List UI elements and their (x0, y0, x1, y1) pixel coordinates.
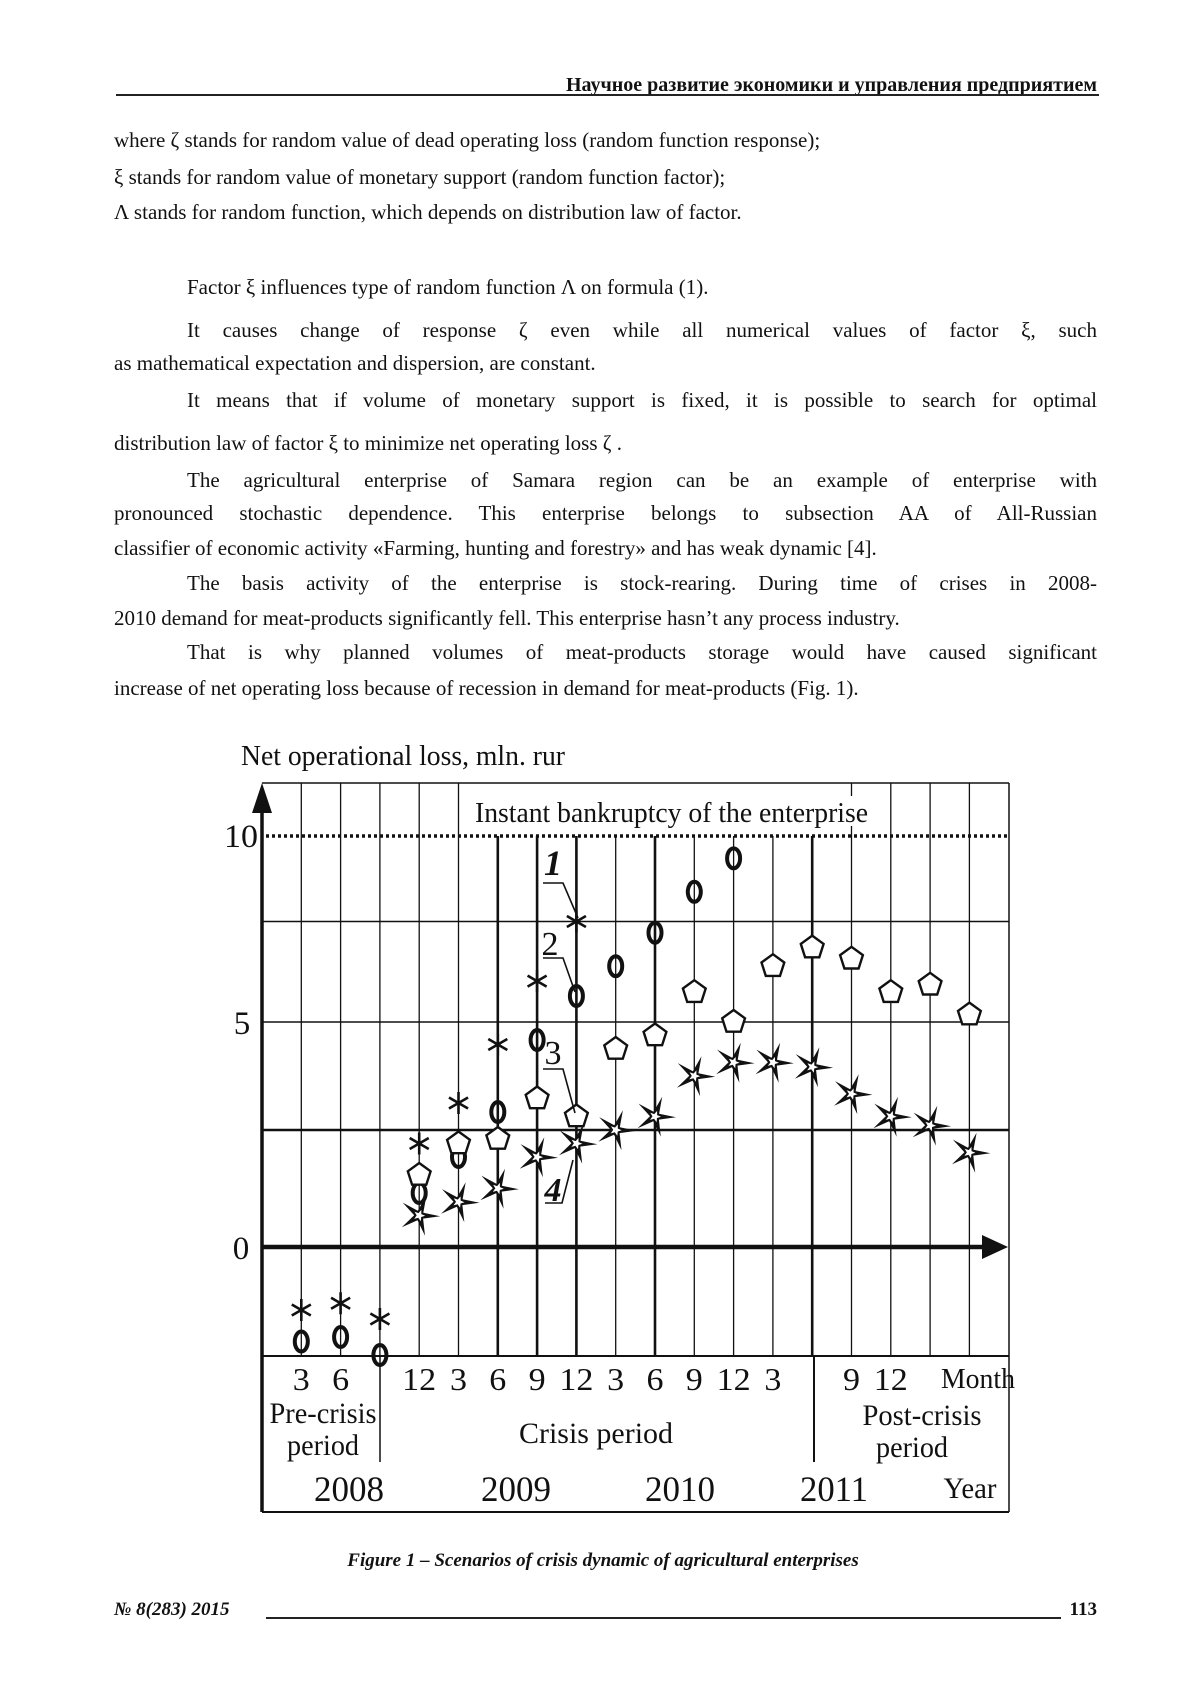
year-label-2008: 2008 (314, 1469, 384, 1509)
month-tick-label: 3 (293, 1361, 310, 1397)
data-point-series-3 (879, 980, 902, 1002)
data-point-series-3 (447, 1132, 470, 1154)
text-line: The agricultural enterprise of Samara region can be an example of enterprise with (187, 467, 1097, 493)
data-point-series-3 (919, 973, 942, 995)
pentagon-marker (722, 1010, 745, 1032)
issue-number: № 8(283) 2015 (114, 1599, 230, 1621)
leader-line-2 (543, 958, 575, 992)
series-label-3: 3 (545, 1035, 562, 1072)
series-label-2: 2 (542, 926, 559, 963)
post-crisis-label-2: period (876, 1431, 948, 1464)
text-line: That is why planned volumes of meat-products storage would have caused significant (187, 639, 1097, 665)
y-axis-arrow-icon (252, 783, 272, 813)
pentagon-marker (879, 980, 902, 1002)
year-axis-label: Year (944, 1472, 997, 1505)
y-tick-label: 10 (224, 819, 258, 855)
pentagon-marker (447, 1132, 470, 1154)
data-point-series-1 (488, 1034, 507, 1056)
text-line: It means that if volume of monetary support is fixed, it is possible to search for optimal (187, 387, 1097, 413)
text-line: as mathematical expectation and dispersion, are constant. (114, 350, 596, 376)
year-label-2009: 2009 (481, 1469, 551, 1509)
post-crisis-label: Post-crisis (863, 1399, 982, 1432)
pentagon-marker (408, 1163, 431, 1185)
data-point-series-3 (565, 1105, 588, 1127)
data-point-series-4 (795, 1047, 833, 1087)
data-point-series-4 (834, 1074, 872, 1114)
footer-rule (266, 1617, 1061, 1619)
data-point-series-1 (449, 1092, 468, 1114)
data-point-series-4 (677, 1056, 715, 1096)
data-point-series-1 (410, 1133, 429, 1155)
x-axis-arrow-icon (982, 1235, 1008, 1259)
data-point-series-3 (644, 1024, 667, 1046)
month-tick-label: 9 (529, 1361, 546, 1397)
month-tick-label: 9 (843, 1361, 860, 1397)
data-point-series-4 (952, 1133, 990, 1173)
month-tick-label: 3 (764, 1361, 781, 1397)
pentagon-marker (683, 980, 706, 1002)
data-point-series-1 (292, 1299, 311, 1321)
data-point-series-4 (716, 1043, 754, 1083)
month-tick-label: 6 (332, 1361, 349, 1397)
text-line: classifier of economic activity «Farming, hunting and forestry» and has weak dynamic [4]. (114, 535, 877, 561)
pre-crisis-label-2: period (287, 1429, 359, 1462)
data-point-series-3 (801, 936, 824, 958)
text-line: increase of net operating loss because of recession in demand for meat-products (Fig. 1). (114, 675, 859, 701)
data-point-series-4 (441, 1182, 479, 1222)
document-page (0, 0, 1200, 1698)
year-label-2011: 2011 (800, 1469, 868, 1509)
text-line: It causes change of response ζ even while all numerical values of factor ξ, such (187, 317, 1097, 343)
month-tick-label: 12 (717, 1361, 751, 1397)
text-line: pronounced stochastic dependence. This enterprise belongs to subsection AA of All-Russian (114, 500, 1097, 526)
month-tick-labels (293, 1361, 908, 1397)
text-line: Λ stands for random function, which depends on distribution law of factor. (114, 199, 742, 225)
data-point-series-3 (958, 1003, 981, 1025)
month-tick-label: 9 (686, 1361, 703, 1397)
data-point-series-4 (480, 1169, 518, 1209)
data-point-series-3 (604, 1037, 627, 1059)
data-point-series-3 (408, 1163, 431, 1185)
data-point-series-1 (528, 970, 547, 992)
header-rule (116, 94, 1099, 96)
data-marks (292, 848, 991, 1365)
month-tick-label: 3 (607, 1361, 624, 1397)
y-tick-label: 5 (234, 1006, 251, 1042)
bankruptcy-annotation: Instant bankruptcy of the enterprise (475, 798, 868, 829)
month-tick-label: 3 (450, 1361, 467, 1397)
month-tick-label: 6 (489, 1361, 506, 1397)
text-line: 2010 demand for meat-products significantly fell. This enterprise hasn’t any process industry. (114, 605, 900, 631)
pentagon-marker (526, 1087, 549, 1109)
journal-header: Научное развитие экономики и управления предприятием (566, 74, 1097, 97)
data-point-series-1 (331, 1292, 350, 1314)
data-point-series-3 (722, 1010, 745, 1032)
pentagon-marker (565, 1105, 588, 1127)
page-number: 113 (1070, 1599, 1097, 1621)
figure-caption: Figure 1 – Scenarios of crisis dynamic of agricultural enterprises (0, 1550, 1200, 1572)
data-point-series-3 (762, 954, 785, 976)
data-point-series-1 (370, 1308, 389, 1330)
pentagon-marker (801, 936, 824, 958)
month-tick-label: 12 (402, 1361, 436, 1397)
data-point-series-3 (526, 1087, 549, 1109)
text-line: The basis activity of the enterprise is stock-rearing. During time of crises in 2008- (187, 570, 1097, 596)
data-point-series-4 (913, 1106, 951, 1146)
series-label-1: 1 (544, 843, 562, 883)
text-line: ξ stands for random value of monetary support (random function factor); (114, 164, 725, 190)
pentagon-marker (919, 973, 942, 995)
month-tick-label: 6 (647, 1361, 664, 1397)
pentagon-marker (604, 1037, 627, 1059)
pentagon-marker (958, 1003, 981, 1025)
series-label-4: 4 (544, 1172, 562, 1209)
y-axis-title: Net operational loss, mln. rur (241, 740, 565, 772)
text-line: Factor ξ influences type of random function Λ on formula (1). (187, 274, 708, 300)
data-point-series-3 (840, 947, 863, 969)
pre-crisis-label: Pre-crisis (270, 1397, 377, 1430)
leader-line-1 (543, 883, 578, 918)
y-tick-label: 0 (233, 1231, 250, 1267)
pentagon-marker (762, 954, 785, 976)
grid (262, 783, 1009, 1356)
crisis-period-label: Crisis period (519, 1417, 673, 1450)
month-tick-label: 12 (559, 1361, 593, 1397)
text-line: where ζ stands for random value of dead operating loss (random function response); (114, 127, 820, 153)
leader-line-3 (543, 1069, 575, 1113)
data-point-series-3 (683, 980, 706, 1002)
year-label-2010: 2010 (645, 1469, 715, 1509)
pentagon-marker (840, 947, 863, 969)
figure-1-chart (0, 700, 1200, 1530)
pentagon-marker (644, 1024, 667, 1046)
month-tick-label: 12 (874, 1361, 908, 1397)
month-axis-label: Month (941, 1364, 1015, 1395)
data-point-series-4 (756, 1043, 794, 1083)
text-line: distribution law of factor ξ to minimize net operating loss ζ . (114, 430, 622, 456)
